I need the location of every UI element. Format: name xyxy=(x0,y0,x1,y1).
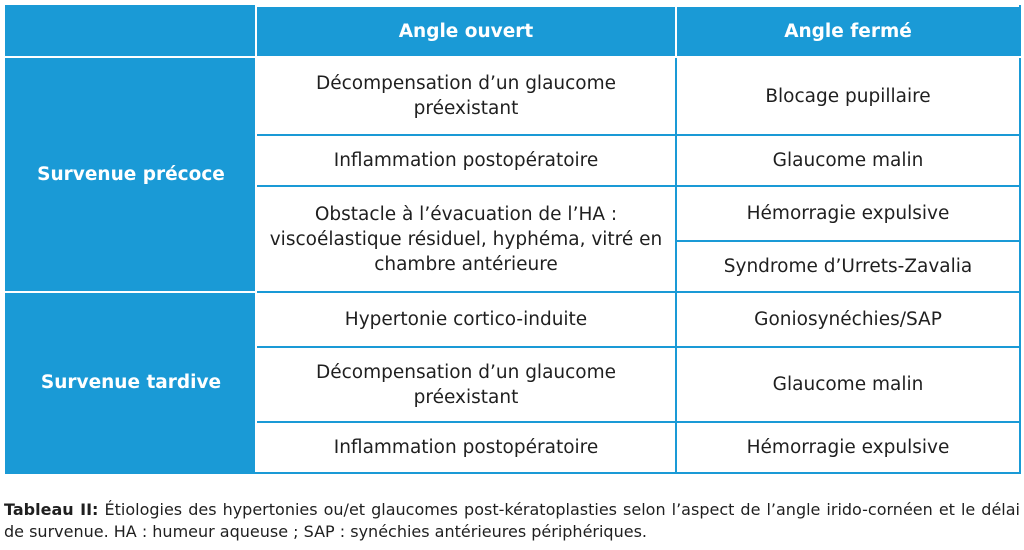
cell-closed: Blocage pupillaire xyxy=(676,57,1020,135)
cell-open: Obstacle à l’évacuation de l’HA : viscoélastique résiduel, hyphéma, vitré en chambre antérieure xyxy=(256,186,676,292)
cell-open: Inflammation postopératoire xyxy=(256,135,676,186)
group-label-early: Survenue précoce xyxy=(6,57,256,292)
etiology-table xyxy=(5,5,1021,474)
header-closed-angle: Angle fermé xyxy=(676,6,1020,57)
cell-closed: Syndrome d’Urrets-Zavalia xyxy=(676,241,1020,292)
cell-open: Décompensation d’un glaucome préexistant xyxy=(256,347,676,422)
cell-open: Hypertonie cortico-induite xyxy=(256,292,676,347)
header-open-angle: Angle ouvert xyxy=(256,6,676,57)
group-label-late: Survenue tardive xyxy=(6,292,256,473)
cell-closed: Hémorragie expulsive xyxy=(676,422,1020,473)
table-caption xyxy=(4,499,1020,543)
cell-closed: Glaucome malin xyxy=(676,135,1020,186)
cell-closed: Glaucome malin xyxy=(676,347,1020,422)
caption-text: Étiologies des hypertonies ou/et glaucomes post-kératoplasties selon l’aspect de l’angle irido-cornéen et le délai de survenue. HA : humeur aqueuse ; SAP : synéchies antérieures périphériques. xyxy=(4,500,1021,541)
header-corner-cell xyxy=(6,6,256,57)
cell-open: Inflammation postopératoire xyxy=(256,422,676,473)
cell-closed: Hémorragie expulsive xyxy=(676,186,1020,241)
cell-open: Décompensation d’un glaucome préexistant xyxy=(256,57,676,135)
cell-closed: Goniosynéchies/SAP xyxy=(676,292,1020,347)
caption-label: Tableau II: xyxy=(4,500,99,519)
